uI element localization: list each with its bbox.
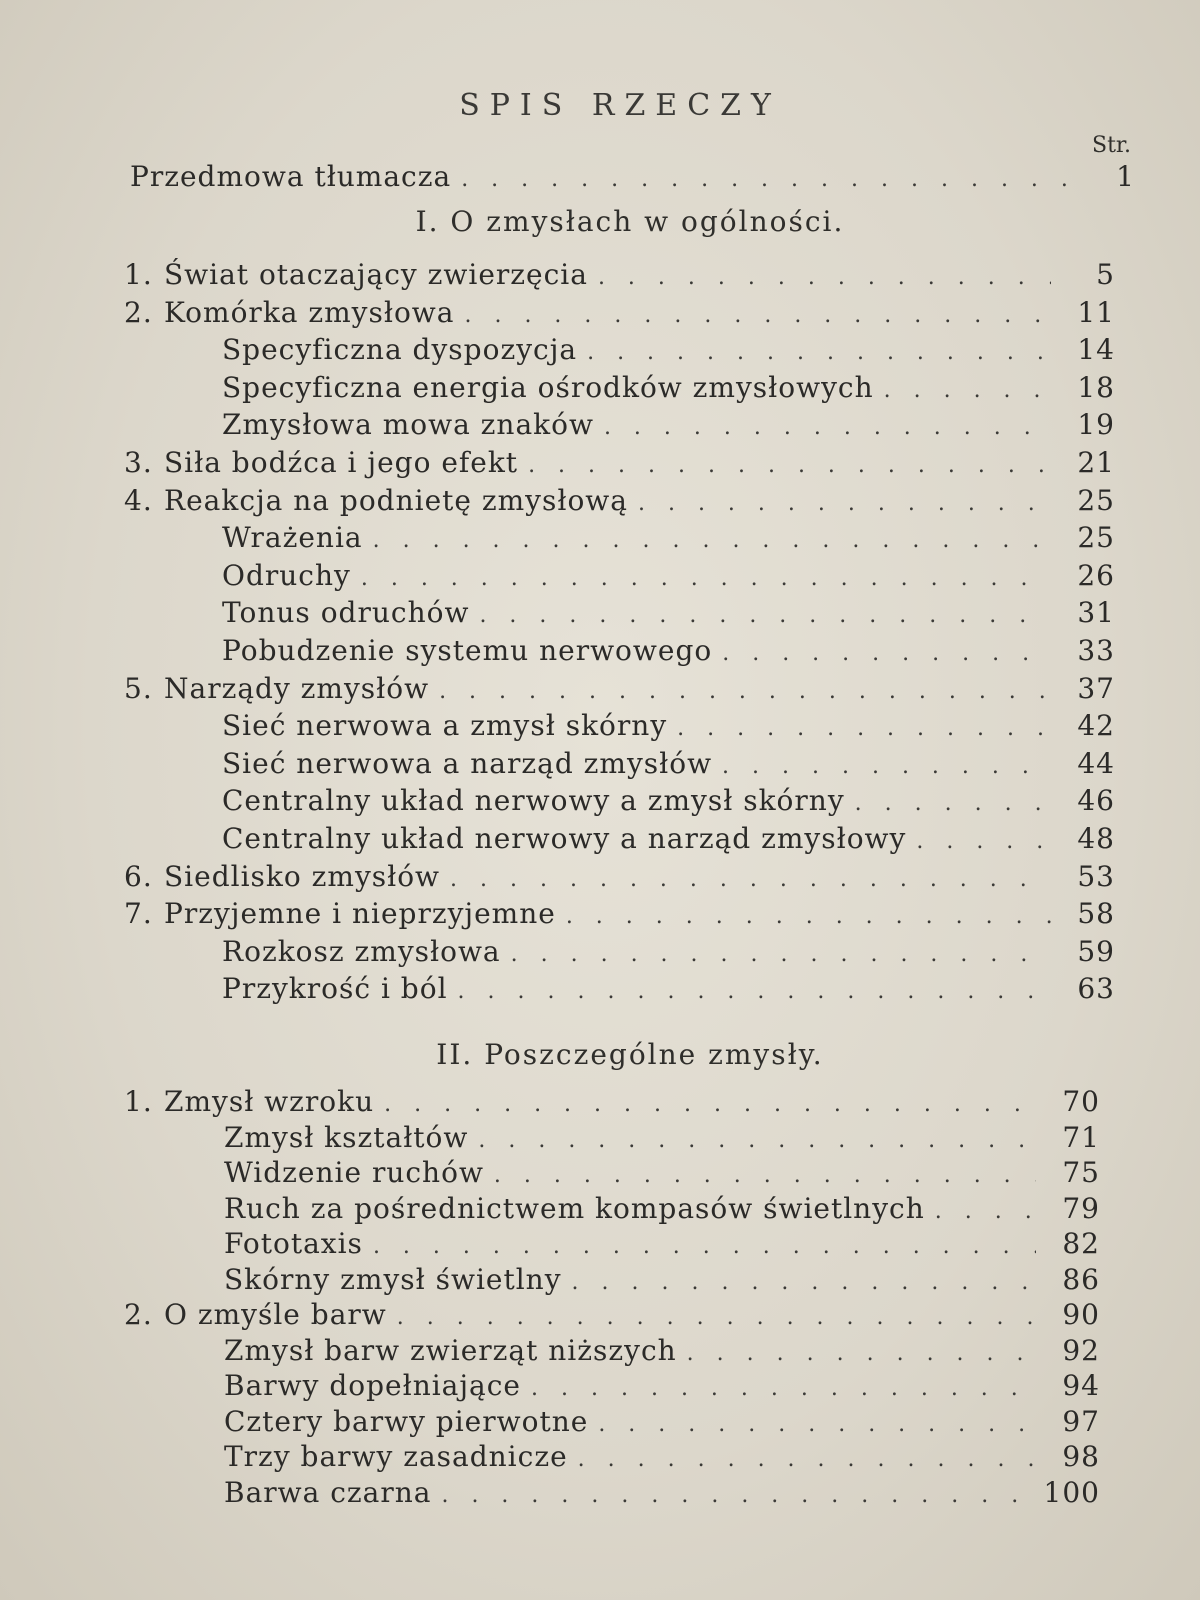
- toc-entry: [222, 521, 1115, 559]
- entry-number: 3.: [124, 446, 153, 479]
- dot-leader: [935, 1199, 1036, 1224]
- entry-label: Sieć nerwowa a narząd zmysłów: [222, 746, 713, 780]
- toc-entry: [222, 559, 1115, 597]
- entry-page: 63: [1077, 972, 1115, 1006]
- toc-entry: [222, 822, 1115, 860]
- toc-entry: [124, 258, 1115, 296]
- entry-label: Świat otaczający zwierzęcia: [164, 258, 588, 291]
- entry-label: Cztery barwy pierwotne: [224, 1404, 589, 1438]
- entry-label: Wrażenia: [222, 521, 363, 555]
- toc-entry: [124, 1085, 1100, 1123]
- entry-page: 42: [1077, 709, 1115, 743]
- entry-label: Przedmowa tłumacza: [130, 160, 452, 193]
- entry-page: 86: [1062, 1262, 1100, 1296]
- entry-label: Pobudzenie systemu nerwowego: [222, 634, 713, 667]
- dot-leader: [441, 1483, 1027, 1508]
- entry-label: Sieć nerwowa a zmysł skórny: [222, 709, 668, 743]
- entry-label: Trzy barwy zasadnicze: [224, 1440, 568, 1473]
- dot-leader: [916, 829, 1051, 854]
- entry-label: Centralny układ nerwowy a narząd zmysłowy: [222, 822, 907, 855]
- dot-leader: [450, 867, 1051, 892]
- toc-entry: [224, 1156, 1100, 1194]
- section-heading: II. Poszczególne zmysły.: [436, 1038, 824, 1071]
- entry-page: 5: [1096, 258, 1115, 291]
- toc-entry: [130, 160, 1135, 198]
- entry-page: 71: [1062, 1120, 1100, 1154]
- entry-page: 97: [1062, 1404, 1100, 1438]
- dot-leader: [461, 167, 1071, 192]
- toc-entry: [224, 1334, 1100, 1372]
- toc-entry: [124, 296, 1115, 334]
- dot-leader: [687, 1341, 1036, 1366]
- entry-label: O zmyśle barw: [164, 1298, 387, 1331]
- entry-page: 100: [1043, 1475, 1100, 1509]
- entry-label: Fototaxis: [224, 1227, 363, 1260]
- dot-leader: [531, 1376, 1036, 1401]
- entry-label: Tonus odruchów: [222, 596, 470, 630]
- entry-label: Barwy dopełniające: [224, 1369, 522, 1402]
- toc-entry: [224, 1263, 1100, 1301]
- toc-entry: [222, 972, 1115, 1010]
- dot-leader: [479, 603, 1051, 628]
- toc-entry: [224, 1476, 1100, 1514]
- entry-label: Narządy zmysłów: [164, 671, 430, 705]
- entry-number: 1.: [124, 258, 153, 291]
- entry-number: 5.: [124, 671, 153, 705]
- entry-label: Barwa czarna: [224, 1475, 432, 1509]
- entry-page: 18: [1077, 370, 1115, 404]
- entry-label: Widzenie ruchów: [224, 1156, 484, 1189]
- dot-leader: [464, 303, 1051, 328]
- dot-leader: [439, 679, 1051, 704]
- toc-entry: [124, 897, 1115, 935]
- entry-label: Siła bodźca i jego efekt: [164, 446, 519, 479]
- toc-entry: [124, 1298, 1100, 1336]
- dot-leader: [458, 979, 1051, 1004]
- entry-page: 25: [1077, 521, 1115, 555]
- dot-leader: [638, 491, 1051, 516]
- entry-page: 53: [1077, 859, 1115, 893]
- dot-leader: [598, 265, 1051, 290]
- toc-entry: [222, 408, 1115, 446]
- dot-leader: [572, 1270, 1036, 1295]
- toc-entry: [224, 1440, 1100, 1478]
- toc-entry: [222, 709, 1115, 747]
- dot-leader: [598, 1412, 1036, 1437]
- toc-entry: [124, 672, 1115, 710]
- entry-label: Odruchy: [222, 558, 351, 592]
- toc-entry: [224, 1192, 1100, 1230]
- dot-leader: [566, 904, 1051, 929]
- dot-leader: [361, 566, 1051, 591]
- toc-entry: [224, 1121, 1100, 1159]
- entry-page: 82: [1062, 1227, 1100, 1260]
- entry-label: Siedlisko zmysłów: [164, 859, 441, 893]
- entry-number: 7.: [124, 897, 153, 931]
- dot-leader: [722, 641, 1051, 666]
- dot-leader: [511, 942, 1051, 967]
- entry-page: 19: [1077, 408, 1115, 442]
- dot-leader: [384, 1092, 1036, 1117]
- entry-page: 90: [1062, 1298, 1100, 1331]
- entry-label: Specyficzna energia ośrodków zmysłowych: [222, 370, 874, 404]
- entry-page: 59: [1077, 934, 1115, 968]
- section-heading: I. O zmysłach w ogólności.: [415, 205, 845, 238]
- entry-label: Specyficzna dyspozycja: [222, 333, 578, 367]
- dot-leader: [528, 453, 1051, 478]
- toc-entry: [224, 1369, 1100, 1407]
- toc-entry: [224, 1405, 1100, 1443]
- entry-number: 1.: [124, 1085, 153, 1118]
- dot-leader: [478, 1128, 1036, 1153]
- entry-number: 2.: [124, 1298, 153, 1331]
- dot-leader: [373, 1234, 1036, 1259]
- dot-leader: [677, 716, 1051, 741]
- toc-entry: [222, 371, 1115, 409]
- dot-leader: [373, 528, 1051, 553]
- entry-label: Zmysł wzroku: [164, 1085, 375, 1118]
- dot-leader: [397, 1305, 1036, 1330]
- entry-number: 2.: [124, 295, 153, 329]
- entry-page: 58: [1077, 897, 1115, 931]
- page-column-label: Str.: [1092, 133, 1132, 158]
- entry-page: 31: [1077, 596, 1115, 630]
- dot-leader: [884, 378, 1051, 403]
- dot-leader: [855, 791, 1051, 816]
- entry-label: Rozkosz zmysłowa: [222, 934, 501, 968]
- toc-entry: [222, 935, 1115, 973]
- entry-label: Centralny układ nerwowy a zmysł skórny: [222, 784, 845, 818]
- entry-page: 44: [1077, 746, 1115, 780]
- entry-page: 70: [1062, 1085, 1100, 1118]
- entry-page: 25: [1077, 483, 1115, 517]
- toc-entry: [124, 446, 1115, 484]
- entry-page: 79: [1062, 1191, 1100, 1225]
- entry-page: 11: [1077, 295, 1115, 329]
- entry-page: 94: [1062, 1369, 1100, 1402]
- entry-page: 1: [1116, 160, 1135, 193]
- dot-leader: [494, 1163, 1036, 1188]
- entry-page: 98: [1062, 1440, 1100, 1473]
- entry-page: 46: [1077, 784, 1115, 818]
- entry-label: Przykrość i ból: [222, 972, 448, 1006]
- toc-entry: [222, 596, 1115, 634]
- toc-entry: [124, 860, 1115, 898]
- toc-entry: [222, 784, 1115, 822]
- entry-label: Przyjemne i nieprzyjemne: [164, 897, 556, 931]
- entry-page: 92: [1062, 1333, 1100, 1367]
- toc-entry: [224, 1227, 1100, 1265]
- dot-leader: [587, 340, 1051, 365]
- entry-label: Zmysł barw zwierząt niższych: [224, 1333, 677, 1367]
- entry-page: 37: [1077, 671, 1115, 705]
- toc-entry: [222, 634, 1115, 672]
- entry-page: 26: [1077, 558, 1115, 592]
- entry-label: Skórny zmysł świetlny: [224, 1262, 562, 1296]
- entry-label: Zmysł kształtów: [224, 1120, 469, 1154]
- toc-title: SPIS RZECZY: [459, 88, 781, 123]
- dot-leader: [578, 1447, 1036, 1472]
- entry-page: 48: [1077, 822, 1115, 855]
- entry-label: Ruch za pośrednictwem kompasów świetlnych: [224, 1191, 925, 1225]
- dot-leader: [604, 415, 1051, 440]
- entry-number: 6.: [124, 859, 153, 893]
- toc-entry: [222, 747, 1115, 785]
- entry-label: Reakcja na podnietę zmysłową: [164, 483, 628, 517]
- entry-label: Zmysłowa mowa znaków: [222, 408, 594, 442]
- toc-entry: [124, 484, 1115, 522]
- entry-page: 14: [1077, 333, 1115, 367]
- entry-page: 21: [1077, 446, 1115, 479]
- dot-leader: [722, 754, 1051, 779]
- entry-page: 75: [1062, 1156, 1100, 1189]
- entry-page: 33: [1077, 634, 1115, 667]
- entry-label: Komórka zmysłowa: [164, 295, 455, 329]
- entry-number: 4.: [124, 483, 153, 517]
- toc-entry: [222, 333, 1115, 371]
